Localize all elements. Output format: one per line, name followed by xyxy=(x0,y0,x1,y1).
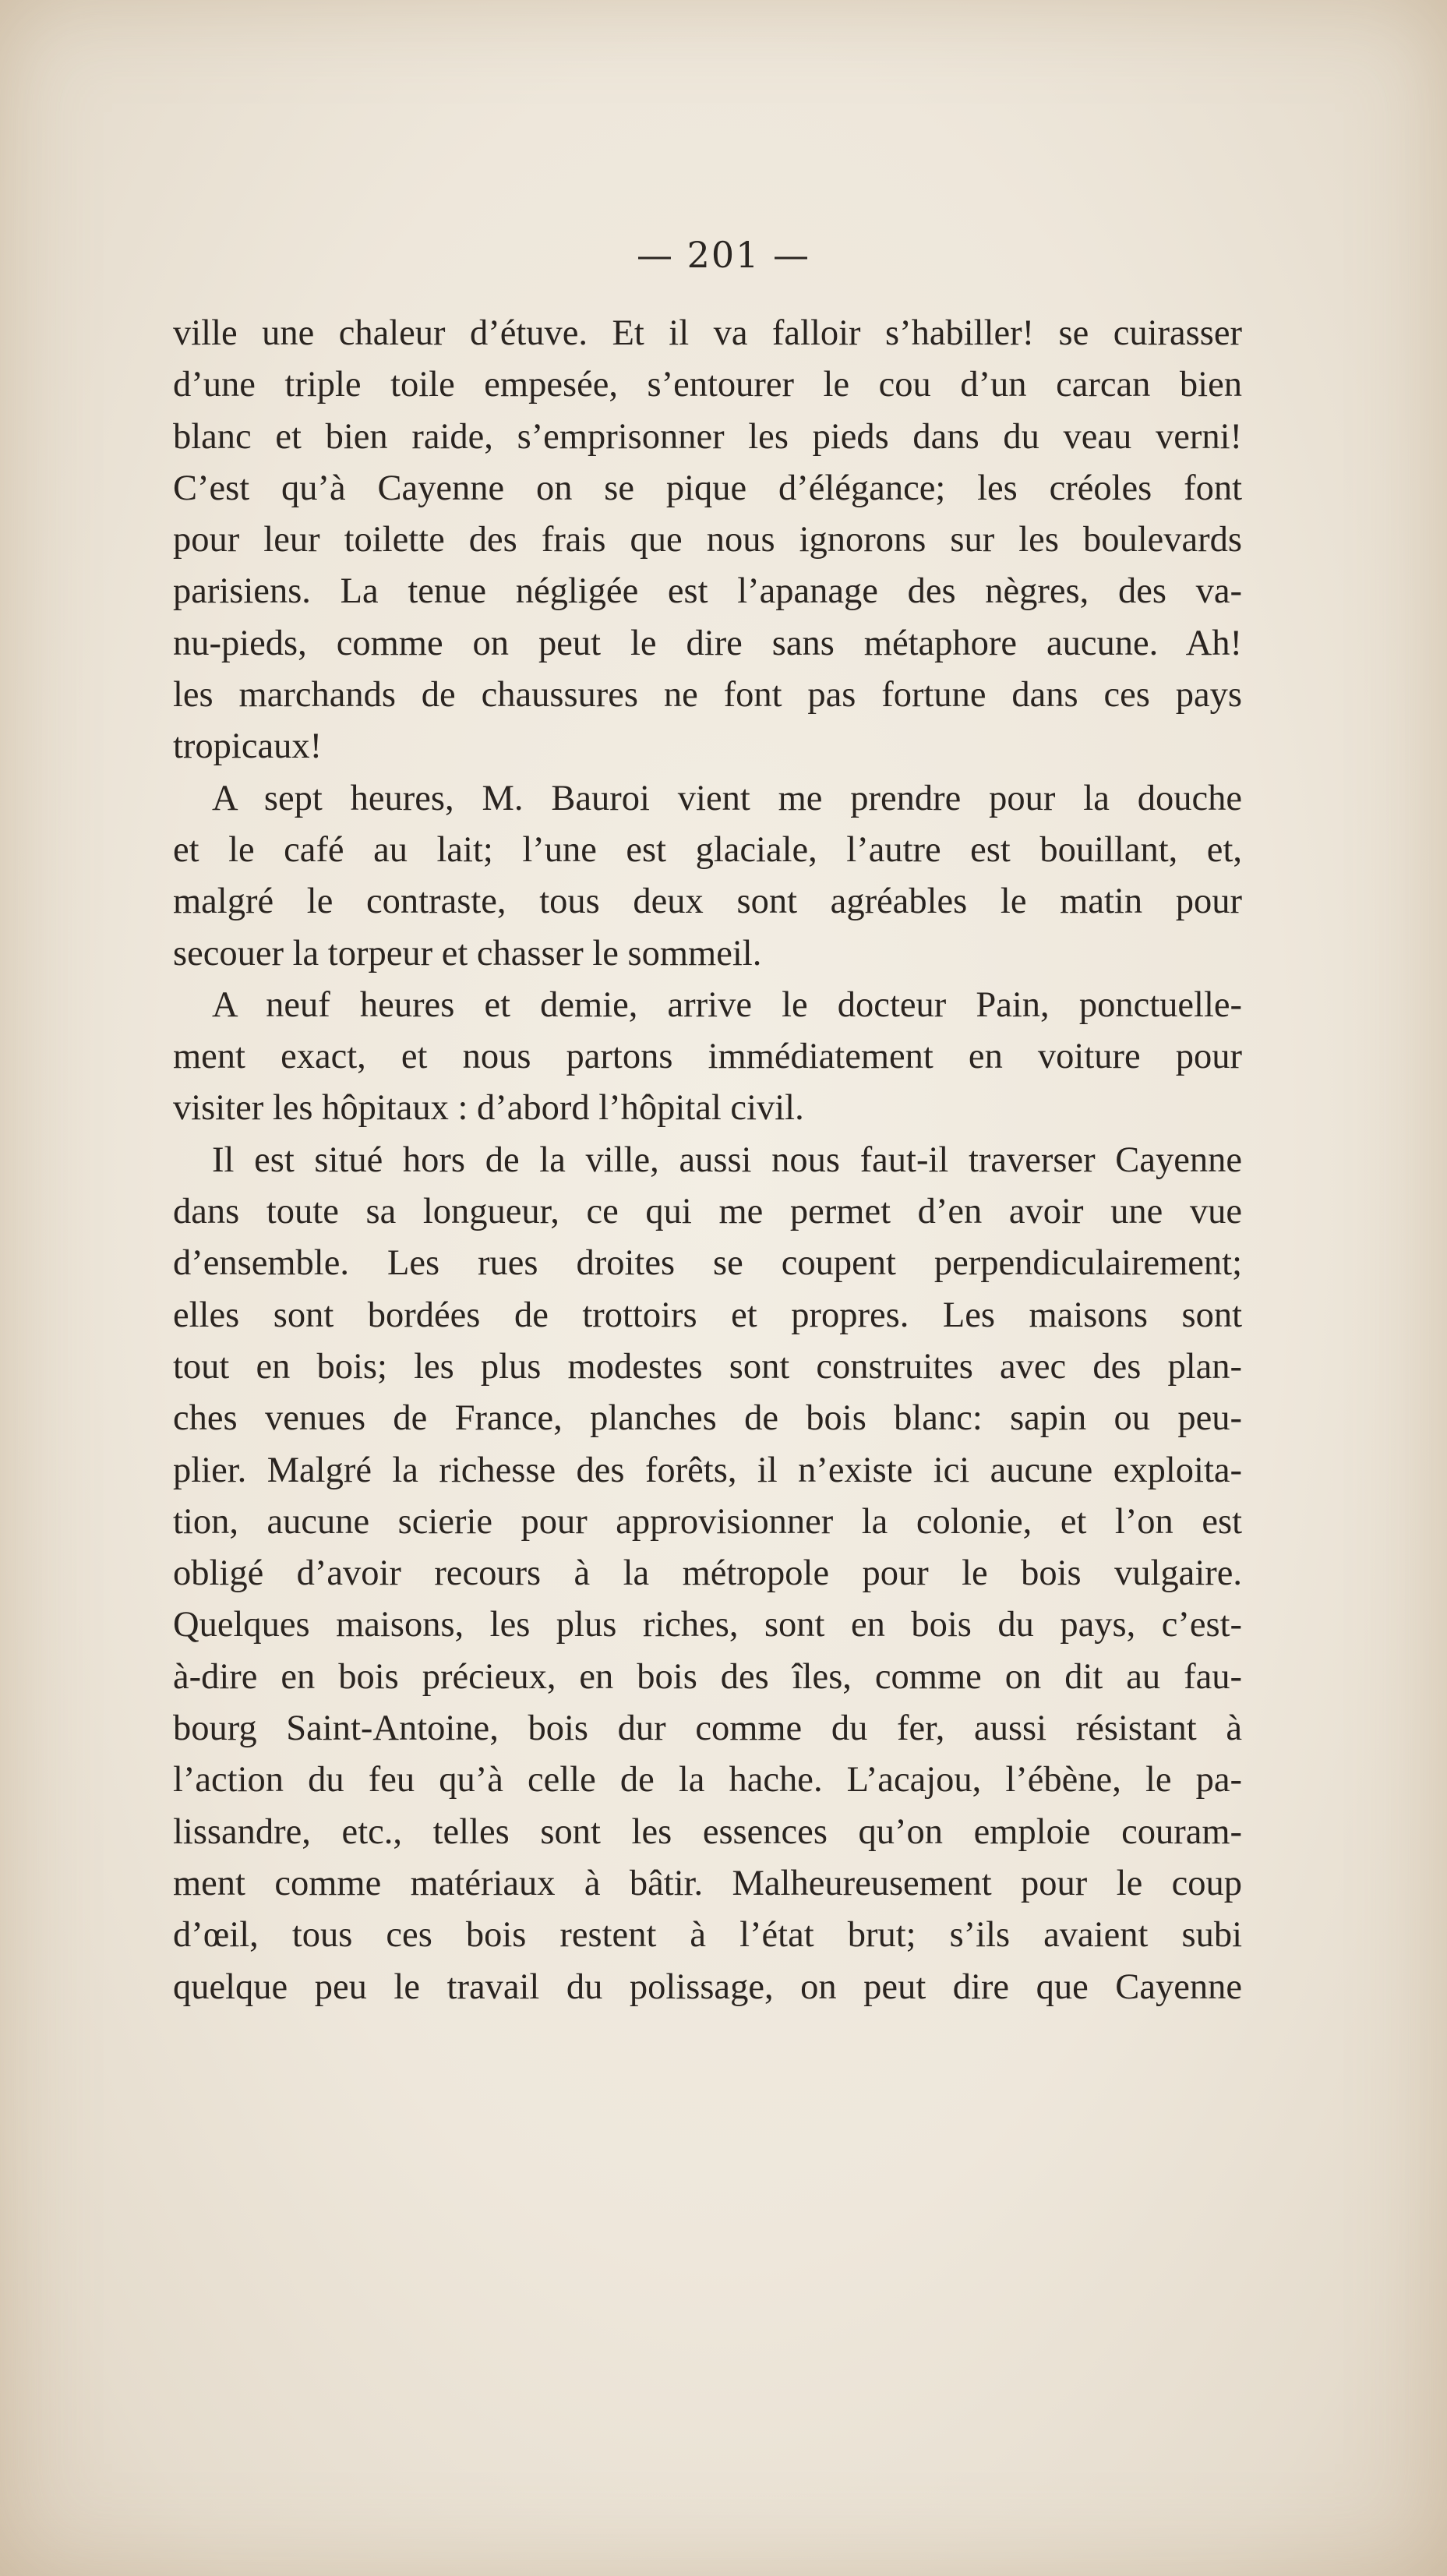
text-line: C’est qu’à Cayenne on se pique d’élégance; les créoles font xyxy=(173,468,1242,508)
text-line: lissandre, etc., telles sont les essences qu’on emploie couram- xyxy=(173,1811,1242,1852)
text-line: obligé d’avoir recours à la métropole pour le bois vulgaire. xyxy=(173,1553,1242,1594)
page-number: — 201 — xyxy=(636,234,811,276)
text-line: ches venues de France, planches de bois blanc: sapin ou peu- xyxy=(173,1398,1242,1439)
text-line: tion, aucune scierie pour approvisionner la colonie, et l’on est xyxy=(173,1501,1242,1542)
text-line: secouer la torpeur et chasser le sommeil. xyxy=(173,933,762,974)
text-line: plier. Malgré la richesse des forêts, il n’existe ici aucune exploita- xyxy=(173,1450,1242,1490)
text-line: A neuf heures et demie, arrive le docteur Pain, ponctuelle- xyxy=(212,984,1242,1025)
text-line: d’une triple toile empesée, s’entourer le cou d’un carcan bien xyxy=(173,365,1242,405)
text-line: quelque peu le travail du polissage, on peut dire que Cayenne xyxy=(173,1966,1242,2007)
text-line: ville une chaleur d’étuve. Et il va falloir s’habiller! se cuirasser xyxy=(173,313,1242,353)
text-line: parisiens. La tenue négligée est l’apanage des nègres, des va- xyxy=(173,571,1242,612)
text-line: dans toute sa longueur, ce qui me permet d’en avoir une vue xyxy=(173,1192,1242,1232)
text-line: visiter les hôpitaux : d’abord l’hôpital civil. xyxy=(173,1088,804,1129)
text-line: l’action du feu qu’à celle de la hache. L’acajou, l’ébène, le pa- xyxy=(173,1760,1242,1800)
text-line: à-dire en bois précieux, en bois des îles, comme on dit au fau- xyxy=(173,1656,1242,1697)
text-line: les marchands de chaussures ne font pas fortune dans ces pays xyxy=(173,675,1242,716)
text-line: elles sont bordées de trottoirs et propres. Les maisons sont xyxy=(173,1295,1242,1335)
text-line: d’œil, tous ces bois restent à l’état brut; s’ils avaient subi xyxy=(173,1915,1242,1956)
text-line: blanc et bien raide, s’emprisonner les pieds dans du veau verni! xyxy=(173,416,1242,457)
text-line: pour leur toilette des frais que nous ignorons sur les boulevards xyxy=(173,520,1242,560)
text-line: Il est situé hors de la ville, aussi nous faut-il traverser Cayenne xyxy=(212,1140,1242,1180)
body-text xyxy=(173,308,1242,2013)
text-line: ment comme matériaux à bâtir. Malheureusement pour le coup xyxy=(173,1863,1242,1903)
text-line: Quelques maisons, les plus riches, sont en bois du pays, c’est- xyxy=(173,1605,1242,1645)
text-line: et le café au lait; l’une est glaciale, l’autre est bouillant, et, xyxy=(173,829,1242,870)
text-line: d’ensemble. Les rues droites se coupent perpendiculairement; xyxy=(173,1243,1242,1284)
text-line: ment exact, et nous partons immédiatement en voiture pour xyxy=(173,1037,1242,1077)
text-line: A sept heures, M. Bauroi vient me prendre pour la douche xyxy=(212,778,1242,818)
text-line: nu-pieds, comme on peut le dire sans métaphore aucune. Ah! xyxy=(173,623,1242,663)
text-line: tropicaux! xyxy=(173,726,323,767)
text-line: tout en bois; les plus modestes sont construites avec des plan- xyxy=(173,1346,1242,1387)
text-line: bourg Saint-Antoine, bois dur comme du fer, aussi résistant à xyxy=(173,1708,1242,1749)
text-line: malgré le contraste, tous deux sont agréables le matin pour xyxy=(173,882,1242,922)
